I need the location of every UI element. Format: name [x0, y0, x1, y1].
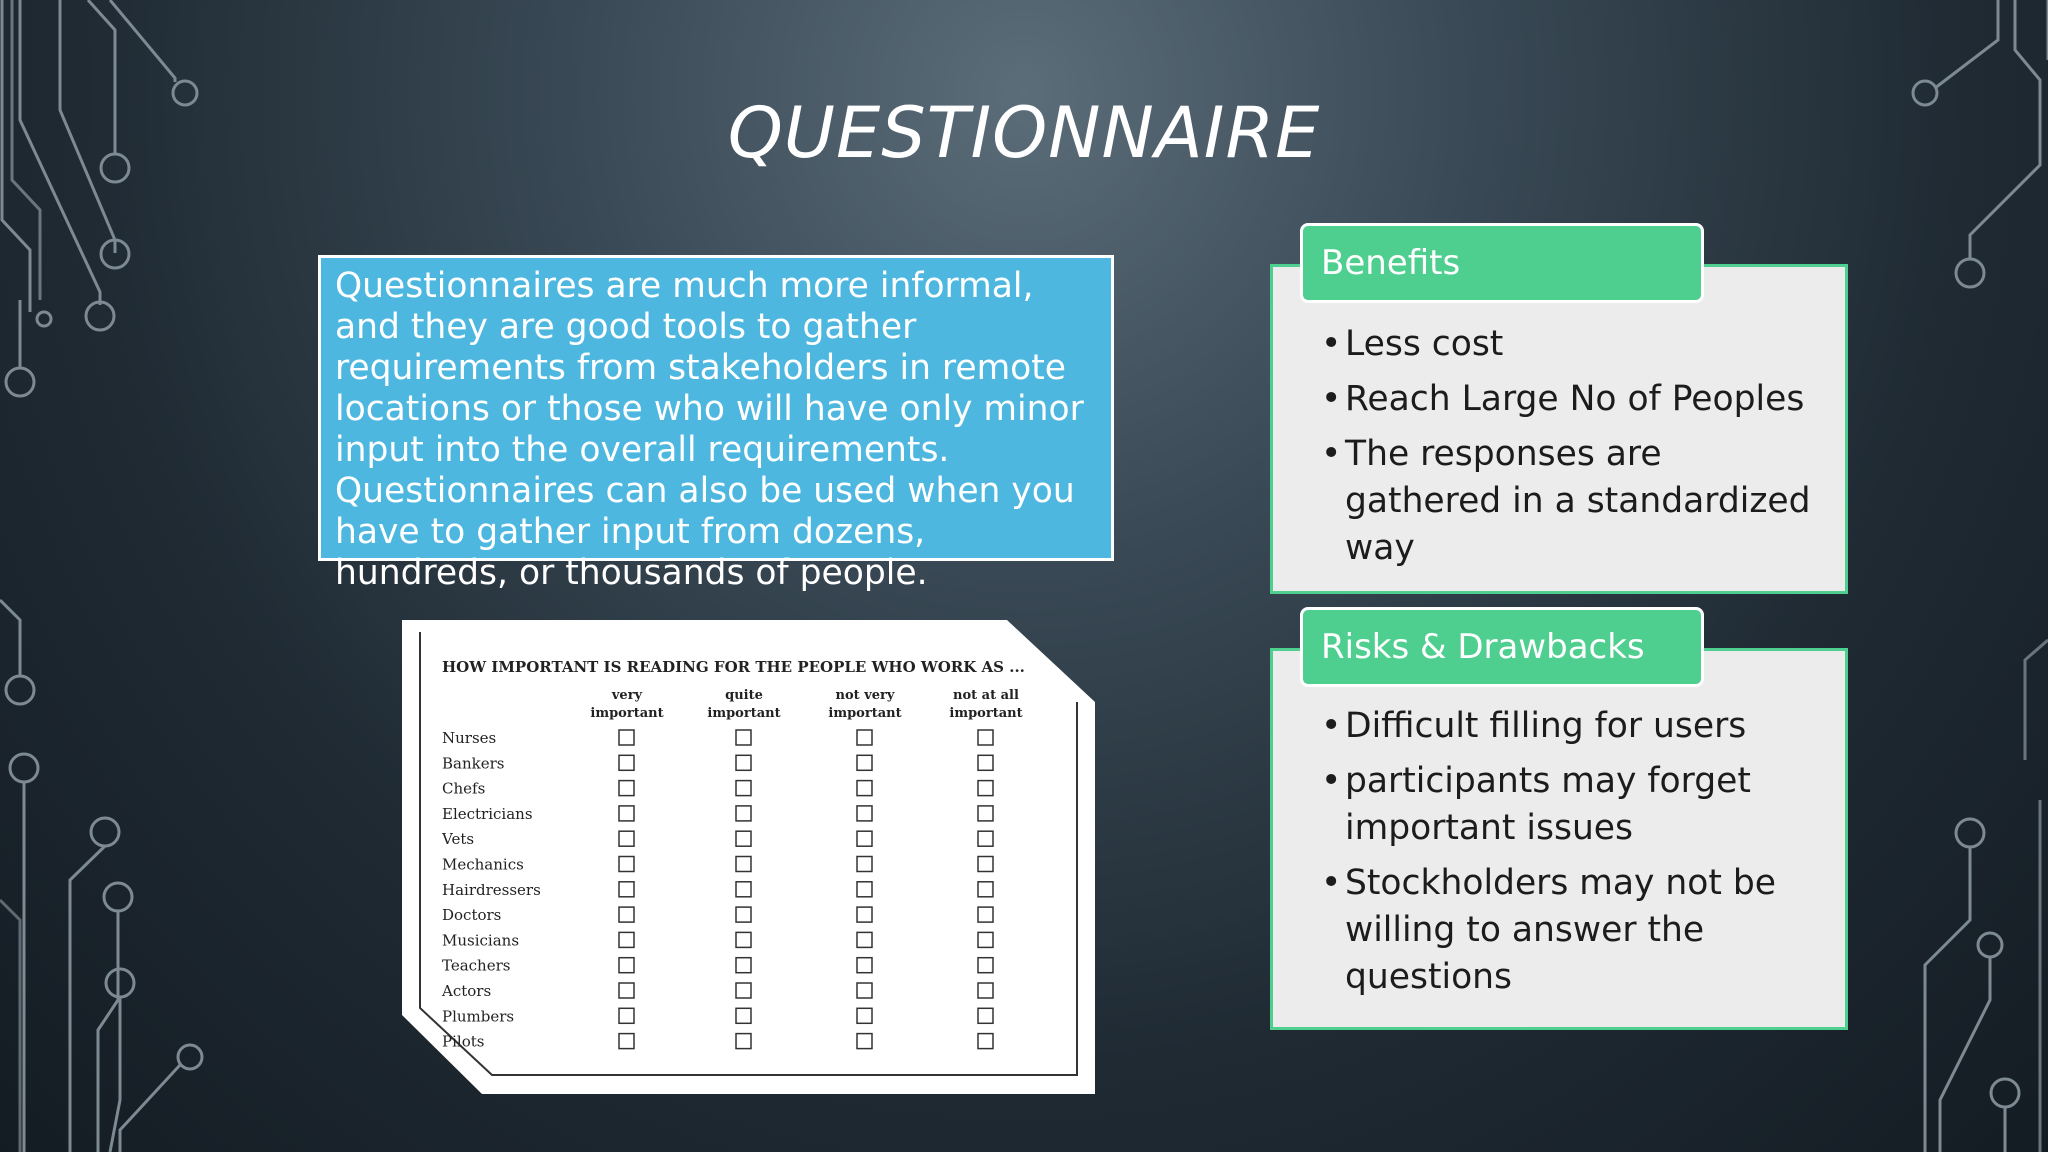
questionnaire-column-header: important: [590, 706, 664, 721]
bullet-icon: •: [1321, 324, 1342, 364]
benefit-text: Reach Large No of Peoples: [1345, 379, 1805, 419]
questionnaire-row-label: Musicians: [442, 931, 520, 950]
questionnaire-image: [402, 620, 1095, 1094]
questionnaire-row-label: Mechanics: [442, 855, 524, 874]
risk-text: Difficult filling for users: [1345, 706, 1747, 746]
bullet-icon: •: [1321, 434, 1342, 474]
benefits-heading: [1300, 223, 1704, 303]
list-item: [1273, 431, 1845, 572]
risks-panel: [1270, 648, 1848, 1030]
list-item: [1273, 758, 1845, 852]
list-item: [1273, 703, 1845, 750]
questionnaire-column-header: not very: [835, 688, 895, 703]
risks-list: [1273, 651, 1845, 1001]
bullet-icon: •: [1321, 863, 1342, 903]
benefit-text: The responses are gathered in a standardized way: [1345, 434, 1811, 568]
questionnaire-column-header: very: [611, 688, 643, 703]
risk-text: participants may forget important issues: [1345, 761, 1751, 848]
list-item: [1273, 376, 1845, 423]
benefit-text: Less cost: [1345, 324, 1504, 364]
bullet-icon: •: [1321, 761, 1342, 801]
bullet-icon: •: [1321, 706, 1342, 746]
questionnaire-row-label: Actors: [442, 982, 492, 1000]
questionnaire-column-header: important: [949, 706, 1023, 721]
questionnaire-row-label: Plumbers: [442, 1007, 515, 1026]
intro-text: Questionnaires are much more informal, and they are good tools to gather requirements from stakeholders in remote locations or those who will have only minor input into the overall requirements. Questionnaires can also be used when you have to gather input from dozens, hundreds, or thousands of people.: [335, 266, 1084, 593]
benefits-panel: [1270, 264, 1848, 594]
questionnaire-row-label: Bankers: [442, 754, 505, 773]
list-item: [1273, 860, 1845, 1001]
risk-text: Stockholders may not be willing to answer the questions: [1345, 863, 1777, 997]
questionnaire-column-header: important: [707, 706, 781, 721]
risks-heading-text: Risks & Drawbacks: [1321, 627, 1645, 667]
questionnaire-column-header: not at all: [953, 688, 1019, 703]
benefits-heading-text: Benefits: [1321, 243, 1461, 283]
questionnaire-row-label: Teachers: [442, 956, 511, 975]
questionnaire-row-label: Electricians: [442, 804, 533, 823]
questionnaire-row-label: Nurses: [442, 729, 497, 747]
benefits-list: [1273, 267, 1845, 572]
questionnaire-row-label: Vets: [442, 830, 475, 849]
questionnaire-heading: HOW IMPORTANT IS READING FOR THE PEOPLE WHO WORK AS ...: [442, 658, 1025, 676]
questionnaire-column-header: quite: [725, 688, 763, 703]
list-item: [1273, 321, 1845, 368]
intro-text-box: [318, 255, 1114, 593]
questionnaire-row-label: Chefs: [442, 779, 486, 798]
slide-title: QUESTIONNAIRE: [727, 92, 1321, 174]
questionnaire-row-label: Hairdressers: [442, 880, 541, 899]
questionnaire-row-label: Pilots: [442, 1032, 485, 1051]
questionnaire-row-label: Doctors: [442, 906, 502, 925]
risks-heading: [1300, 607, 1704, 687]
bullet-icon: •: [1321, 379, 1342, 419]
questionnaire-column-header: important: [828, 706, 902, 721]
